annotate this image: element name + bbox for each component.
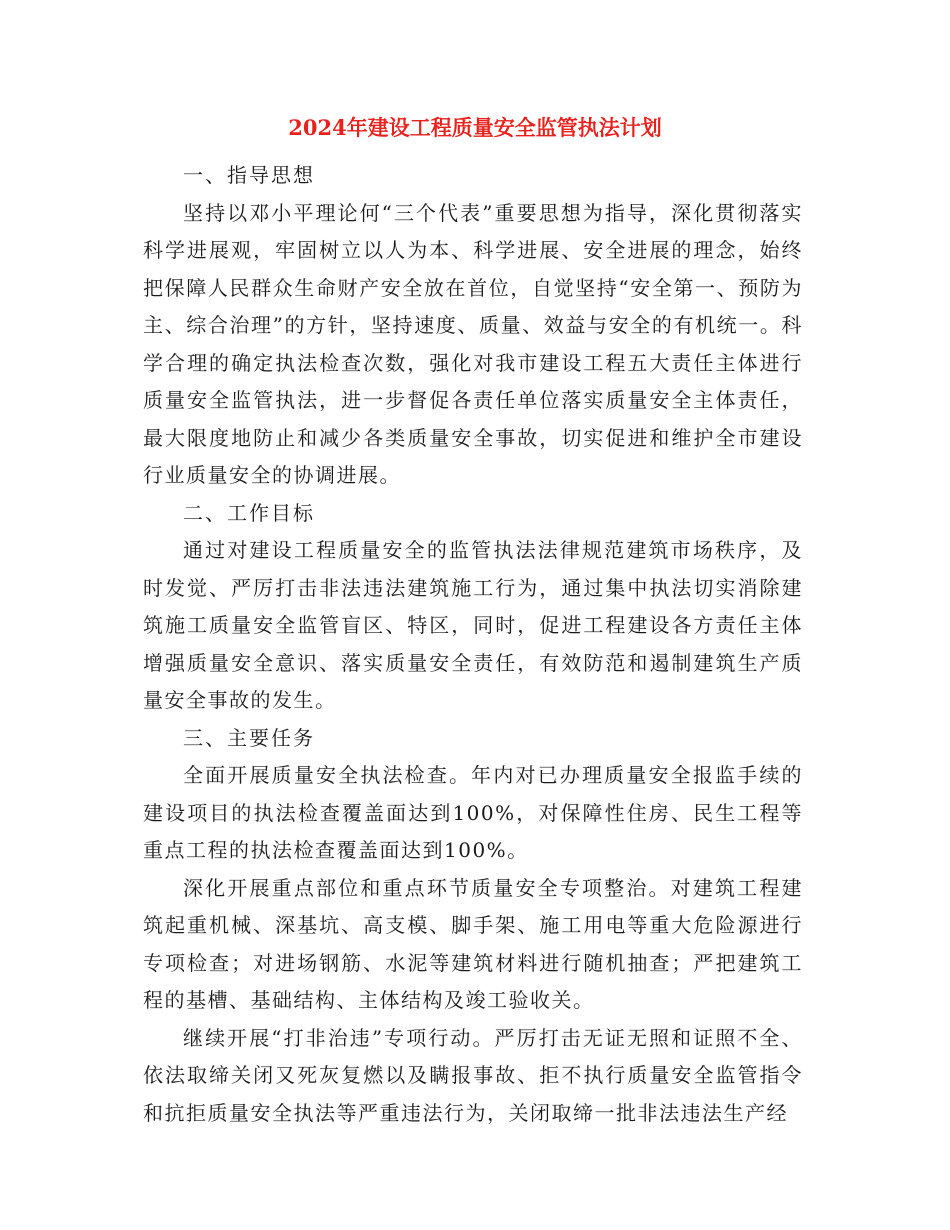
paragraph-inspection-coverage: 全面开展质量安全执法检查。年内对已办理质量安全报监手续的建设项目的执法检查覆盖面达到100%，对保障性住房、民生工程等重点工程的执法检查覆盖面达到100%。 — [143, 763, 803, 862]
document-title: 2024年建设工程质量安全监管执法计划 — [288, 115, 662, 140]
paragraph-guiding-ideology: 坚持以邓小平理论何“三个代表”重要思想为指导，深化贯彻落实科学进展观，牢固树立以人为本、科学进展、安全进展的理念，始终把保障人民群众生命财产安全放在首位，自觉坚持“安全第一、预防为主、综合治理”的方针，坚持速度、质量、效益与安全的有机统一。科学合理的确定执法检查次数，强化对我市建设工程五大责任主体进行质量安全监管执法，进一步督促各责任单位落实质量安全主体责任，最大限度地防止和减少各类质量安全事故，切实促进和维护全市建设行业质量安全的协调进展。 — [143, 200, 803, 487]
paragraph-special-rectification: 深化开展重点部位和重点环节质量安全专项整治。对建筑工程建筑起重机械、深基坑、高支模、脚手架、施工用电等重大危险源进行专项检查；对进场钢筋、水泥等建筑材料进行随机抽查；严把建筑工程的基槽、基础结构、主体结构及竣工验收关。 — [143, 875, 803, 1012]
document-body — [143, 157, 803, 1132]
section-heading-guiding-ideology: 一、指导思想 — [183, 163, 315, 187]
paragraph-work-goals: 通过对建设工程质量安全的监管执法法律规范建筑市场秩序，及时发觉、严厉打击非法违法建筑施工行为，通过集中执法切实消除建筑施工质量安全监管盲区、特区，同时，促进工程建设各方责任主体增强质量安全意识、落实质量安全责任，有效防范和遏制建筑生产质量安全事故的发生。 — [143, 538, 803, 712]
paragraph-crackdown-action: 继续开展“打非治违”专项行动。严厉打击无证无照和证照不全、依法取缔关闭又死灰复燃以及瞒报事故、拒不执行质量安全监管指令和抗拒质量安全执法等严重违法行为，关闭取缔一批非法违法生产经 — [143, 1025, 803, 1125]
section-heading-work-goals: 二、工作目标 — [183, 500, 315, 525]
section-heading-main-tasks: 三、主要任务 — [183, 725, 315, 750]
